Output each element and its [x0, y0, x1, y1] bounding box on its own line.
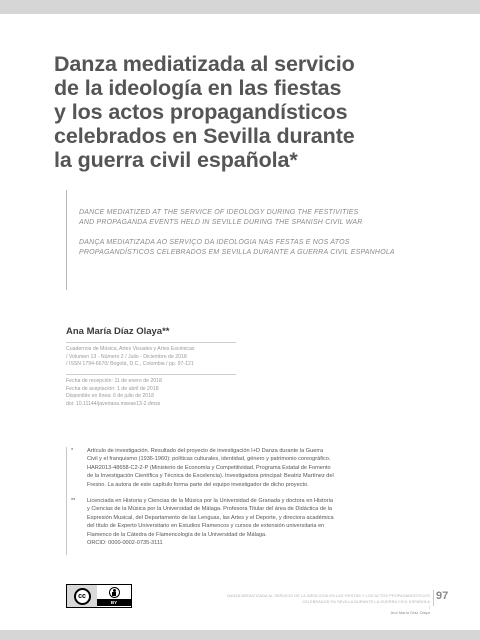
- title-line: y los actos propagandísticos: [54, 100, 348, 124]
- date-line: Fecha de aceptación: 1 de abril de 2018: [66, 385, 159, 392]
- bottom-edge: [0, 630, 480, 640]
- title-english-line: AND PROPAGANDA EVENTS HELD IN SEVILLE DURING THE SPANISH CIVIL WAR: [79, 219, 363, 226]
- footnote-text: [87, 447, 334, 489]
- running-head: [222, 594, 430, 616]
- cc-icon: cc: [74, 588, 91, 605]
- running-head-line: CELEBRADOS EN SEVILLA DURANTE LA GUERRA CIVIL ESPAÑOLA | Ana María Díaz Olaya: [222, 600, 430, 617]
- running-head-author: Ana María Díaz Olaya: [390, 610, 430, 615]
- footnote-text: [87, 497, 334, 547]
- title-portuguese-line: DANÇA MEDIATIZADA AO SERVIÇO DA IDEOLOGIA NAS FESTAS E NOS ATOS: [79, 239, 350, 246]
- title-english: [79, 208, 446, 228]
- footnote-line: del título de Experto Universitario en Estudios Flamencos y cursos de extensión universitaria en: [87, 523, 325, 530]
- page-number: 97: [436, 590, 449, 602]
- journal-line: / Volumen 13 - Número 2 / Julio - Diciembre de 2018: [66, 353, 187, 360]
- footnote-line: y Ciencias de la Música por la Universidad de Málaga. Profesora Titular del área de Didáctica de la: [87, 506, 333, 513]
- title-portuguese-line: PROPAGANDÍSTICOS CELEBRADOS EM SEVILLA DURANTE A GUERRA CIVIL ESPANHOLA: [79, 249, 395, 256]
- running-head-line: DANZA MEDIATIZADA AL SERVICIO DE LA IDEOLOGÍA EN LAS FIESTAS Y LOS ACTOS PROPAGANDÍSTICOS: [226, 594, 430, 598]
- title-portuguese: [79, 238, 446, 258]
- by-panel: [97, 585, 131, 607]
- title-line: la guerra civil española*: [54, 148, 298, 172]
- top-edge: [0, 0, 480, 14]
- translated-titles: [66, 190, 446, 290]
- footnote-line: de la Investigación Científica y Técnica de Excelencia). Investigadora principal: Beatriz Martínez del: [87, 473, 334, 480]
- title-line: celebrados en Sevilla durante: [54, 124, 355, 148]
- author-name: Ana María Díaz Olaya**: [66, 326, 170, 337]
- running-head-title: CELEBRADOS EN SEVILLA DURANTE LA GUERRA CIVIL ESPAÑOLA: [302, 599, 430, 604]
- footnote-mark: *: [71, 448, 74, 454]
- journal-line: / ISSN 1794-6670/ Bogotá, D.C., Colombia / pp. 97-121: [66, 361, 194, 368]
- footnote: [71, 497, 446, 547]
- footnote-line: Fresno. La autora de este capítulo forma parte del equipo investigador de dicho proyecto.: [87, 481, 309, 488]
- footnote-line: Licenciada en Historia y Ciencias de la Música por la Universidad de Granada y doctora en Historia: [87, 498, 333, 505]
- attribution-person-icon: [109, 587, 120, 598]
- publication-dates: [66, 374, 236, 408]
- orcid-line: ORCID: 0000-0002-0735-3111: [87, 540, 163, 547]
- footnote-line: HAR2013-48658-C2-2-P (Ministerio de Economía y Competitividad. Programa Estatal de Fomento: [87, 464, 331, 471]
- running-head-divider: [433, 590, 434, 606]
- footnote: [71, 447, 446, 489]
- footnote-line: Expresión Musical, del Departamento de las Lenguas, las Artes y el Deporte, y directora académica: [87, 514, 334, 521]
- footnotes: [66, 447, 446, 555]
- footnote-line: Flamenco de la Cátedra de Flamencología de la Universidad de Málaga.: [87, 531, 267, 538]
- date-line: Fecha de recepción: 11 de enero de 2018: [66, 378, 162, 384]
- creative-commons-license-badge[interactable]: [66, 584, 132, 608]
- cc-logo-panel: [67, 585, 97, 607]
- title-line: Danza mediatizada al servicio: [54, 52, 355, 76]
- doi-line: doi: 10.11144/javeriana.mavae13-2.dmss: [66, 400, 161, 407]
- article-title: [54, 52, 454, 172]
- journal-line: Cuadernos de Música, Artes Visuales y Artes Escénicas: [66, 346, 195, 352]
- footnote-line: Civil y el franquismo (1936-1960): políticas culturales, identidad, género y patrimonio coreográfico.: [87, 456, 331, 463]
- title-english-line: DANCE MEDIATIZED AT THE SERVICE OF IDEOLOGY DURING THE FESTIVITIES: [79, 209, 359, 216]
- footnote-mark: **: [71, 498, 76, 505]
- title-line: de la ideología en las fiestas: [54, 76, 342, 100]
- by-label: BY: [97, 599, 131, 606]
- journal-info: [66, 342, 236, 369]
- date-line: Disponible en línea: 6 de julio de 2018: [66, 393, 154, 400]
- footnote-line: Artículo de investigación. Resultado del proyecto de investigación I+D Danza durante la Guerra: [87, 448, 324, 454]
